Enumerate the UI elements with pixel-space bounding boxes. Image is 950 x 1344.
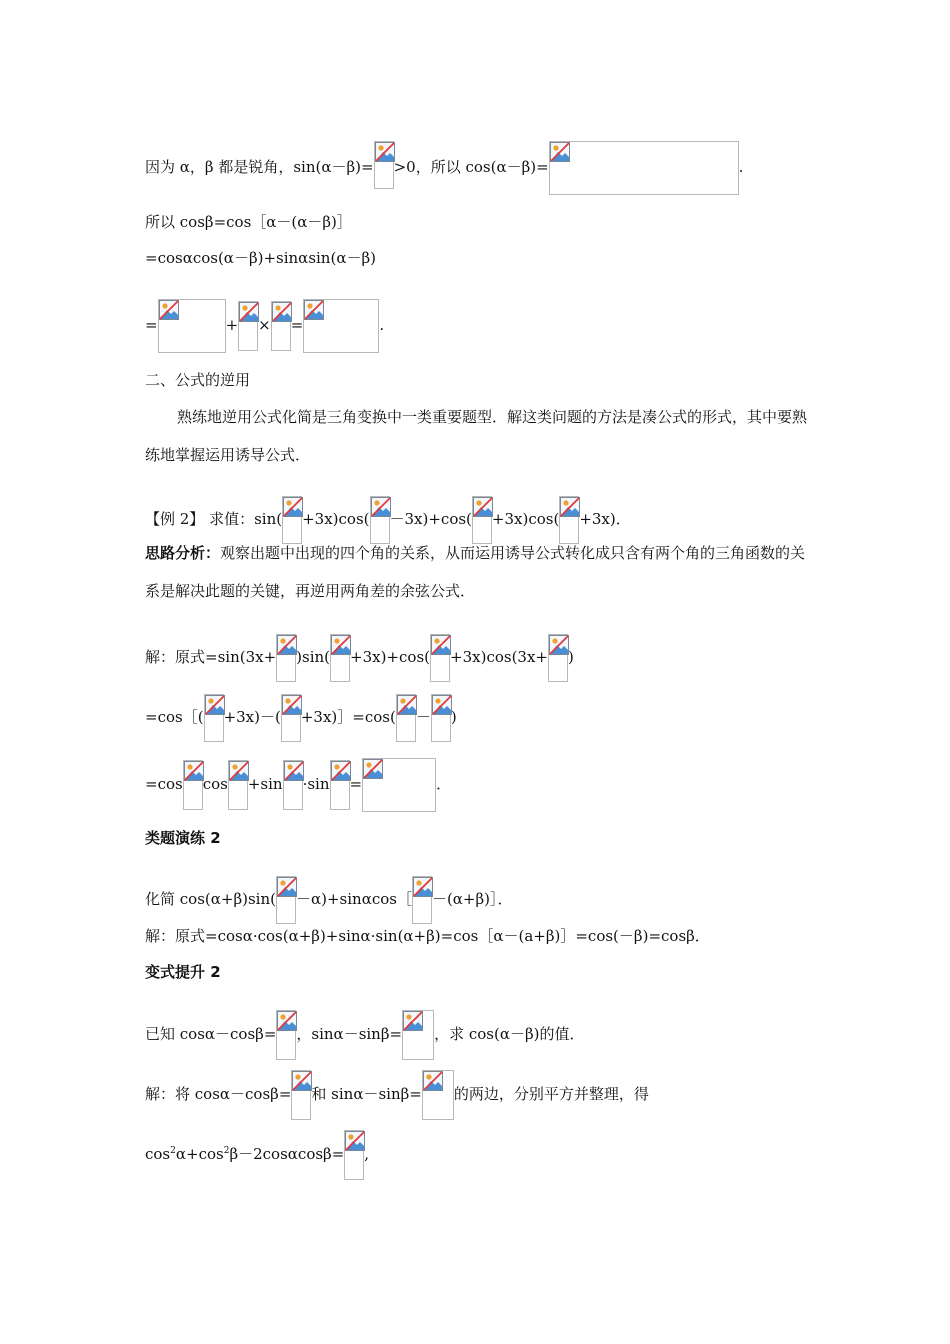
text: = bbox=[349, 775, 363, 793]
broken-image-icon bbox=[403, 1011, 423, 1031]
text: +3x)］=cos( bbox=[300, 708, 396, 726]
broken-image-icon bbox=[184, 761, 204, 781]
broken-image-icon bbox=[432, 695, 452, 715]
text: ，sinα－sinβ= bbox=[296, 1025, 403, 1043]
text: β－2cosαcosβ= bbox=[229, 1145, 345, 1163]
formula-image bbox=[431, 694, 451, 742]
text: = bbox=[290, 316, 304, 334]
text: － bbox=[415, 708, 431, 726]
broken-image-icon bbox=[473, 497, 493, 517]
broken-image-icon bbox=[413, 877, 433, 897]
exercise-answer bbox=[145, 926, 710, 946]
broken-image-icon bbox=[397, 695, 417, 715]
thinking-analysis bbox=[145, 534, 810, 610]
formula-image bbox=[430, 634, 450, 682]
formula-image bbox=[422, 1070, 454, 1120]
exercise-question bbox=[145, 876, 513, 924]
text: = bbox=[145, 316, 158, 334]
text: )sin( bbox=[296, 648, 331, 666]
text: ·sin bbox=[302, 775, 330, 793]
text: 的两边，分别平方并整理，得 bbox=[453, 1085, 649, 1103]
text: + bbox=[225, 316, 239, 334]
exercise-heading bbox=[145, 828, 221, 848]
broken-image-icon bbox=[282, 695, 302, 715]
broken-image-icon bbox=[205, 695, 225, 715]
broken-image-icon bbox=[423, 1071, 443, 1091]
text: cos bbox=[145, 1145, 171, 1163]
text: 因为 α，β 都是锐角，sin(α－β)= bbox=[145, 158, 374, 176]
text: 解：将 cosα－cosβ= bbox=[145, 1085, 292, 1103]
text: . bbox=[379, 316, 385, 334]
text: 观察出题中出现的四个角的关系，从而运用诱导公式转化成只含有两个角的三角函数的关系是解决此题的关键，再逆用两角差的余弦公式． bbox=[145, 544, 806, 600]
text: 熟练地逆用公式化简是三角变换中一类重要题型．解这类问题的方法是凑公式的形式，其中要熟练地掌握运用诱导公式． bbox=[145, 408, 808, 464]
text: ) bbox=[568, 648, 574, 666]
text: 解：原式=sin(3x+ bbox=[145, 648, 277, 666]
text: 已知 cosα－cosβ= bbox=[145, 1025, 277, 1043]
text: 类题演练 2 bbox=[145, 829, 221, 847]
text: 所以 cosβ=cos［α－(α－β)］ bbox=[145, 213, 352, 231]
text: α+cos bbox=[175, 1145, 224, 1163]
variation-solution bbox=[145, 1070, 649, 1120]
line-substitution bbox=[145, 299, 384, 353]
broken-image-icon bbox=[277, 635, 297, 655]
formula-image bbox=[183, 760, 203, 810]
broken-image-icon bbox=[159, 300, 179, 320]
broken-image-icon bbox=[272, 302, 292, 322]
text: . bbox=[738, 158, 744, 176]
broken-image-icon bbox=[292, 1071, 312, 1091]
broken-image-icon bbox=[277, 877, 297, 897]
broken-image-icon bbox=[331, 761, 351, 781]
text: 变式提升 2 bbox=[145, 963, 221, 981]
formula-image bbox=[330, 634, 350, 682]
text: +3x)cos( bbox=[302, 510, 370, 528]
variation-question bbox=[145, 1010, 585, 1060]
broken-image-icon bbox=[277, 1011, 297, 1031]
line-cos-beta bbox=[145, 212, 352, 232]
formula-image bbox=[344, 1130, 364, 1180]
text: +3x)cos( bbox=[491, 510, 560, 528]
text: －α)+sinαcos［ bbox=[295, 890, 412, 908]
text: －3x)+cos( bbox=[389, 510, 472, 528]
broken-image-icon bbox=[331, 635, 351, 655]
text: 二、公式的逆用 bbox=[145, 371, 251, 389]
formula-image bbox=[402, 1010, 434, 1060]
text: ，求 cos(α－β)的值． bbox=[434, 1025, 585, 1043]
text: × bbox=[258, 316, 271, 334]
superscript: 2 bbox=[223, 1146, 230, 1156]
text: =cosαcos(α－β)+sinαsin(α－β) bbox=[145, 249, 376, 267]
text: >0，所以 cos(α－β)= bbox=[393, 158, 549, 176]
broken-image-icon bbox=[375, 142, 395, 162]
broken-image-icon bbox=[229, 761, 249, 781]
broken-image-icon bbox=[239, 302, 259, 322]
text: －(α+β)］． bbox=[431, 890, 513, 908]
line-expansion bbox=[145, 248, 376, 268]
formula-image bbox=[330, 760, 350, 810]
broken-image-icon bbox=[345, 1131, 365, 1151]
text: =cos bbox=[145, 775, 183, 793]
formula-image bbox=[281, 694, 301, 742]
text: =cos［( bbox=[145, 708, 204, 726]
formula-image bbox=[548, 634, 568, 682]
formula-image bbox=[158, 299, 226, 353]
solution-line-3 bbox=[145, 758, 451, 812]
variation-heading bbox=[145, 962, 221, 982]
variation-expansion bbox=[145, 1130, 369, 1180]
text: +3x)－( bbox=[223, 708, 281, 726]
formula-image bbox=[303, 299, 379, 353]
formula-image bbox=[238, 301, 258, 351]
text: 和 sinα－sinβ= bbox=[311, 1085, 422, 1103]
text: ． bbox=[436, 775, 452, 793]
section-heading bbox=[145, 370, 250, 390]
analysis-label: 思路分析： bbox=[145, 544, 221, 562]
line-acute-angles bbox=[145, 141, 743, 195]
formula-image bbox=[291, 1070, 311, 1120]
text: +3x)+cos( bbox=[350, 648, 431, 666]
formula-image bbox=[362, 758, 436, 812]
formula-image bbox=[276, 1010, 296, 1060]
broken-image-icon bbox=[431, 635, 451, 655]
formula-image bbox=[549, 141, 739, 195]
broken-image-icon bbox=[550, 142, 570, 162]
text: 化简 cos(α+β)sin( bbox=[145, 890, 276, 908]
text: cos bbox=[202, 775, 228, 793]
text: 求值：sin( bbox=[204, 510, 283, 528]
formula-image bbox=[374, 141, 394, 189]
text: 解：原式=cosα·cos(α+β)+sinα·sin(α+β)=cos［α－(a+β)］=cos(－β)=cosβ． bbox=[145, 927, 710, 945]
formula-image bbox=[276, 876, 296, 924]
broken-image-icon bbox=[549, 635, 569, 655]
broken-image-icon bbox=[560, 497, 580, 517]
formula-image bbox=[204, 694, 224, 742]
example-label: 【例 2】 bbox=[145, 510, 205, 528]
text: ) bbox=[450, 708, 457, 726]
broken-image-icon bbox=[304, 300, 324, 320]
broken-image-icon bbox=[371, 497, 391, 517]
broken-image-icon bbox=[363, 759, 383, 779]
broken-image-icon bbox=[283, 497, 303, 517]
broken-image-icon bbox=[284, 761, 304, 781]
text: , bbox=[364, 1145, 370, 1163]
text: +3x)cos(3x+ bbox=[450, 648, 548, 666]
formula-image bbox=[271, 301, 291, 351]
solution-line-1 bbox=[145, 634, 574, 682]
paragraph bbox=[145, 398, 810, 474]
formula-image bbox=[283, 760, 303, 810]
text: +sin bbox=[247, 775, 283, 793]
solution-line-2 bbox=[145, 694, 457, 742]
formula-image bbox=[412, 876, 432, 924]
superscript: 2 bbox=[170, 1146, 176, 1156]
formula-image bbox=[228, 760, 248, 810]
text: +3x)． bbox=[579, 510, 631, 528]
formula-image bbox=[396, 694, 416, 742]
formula-image bbox=[276, 634, 296, 682]
